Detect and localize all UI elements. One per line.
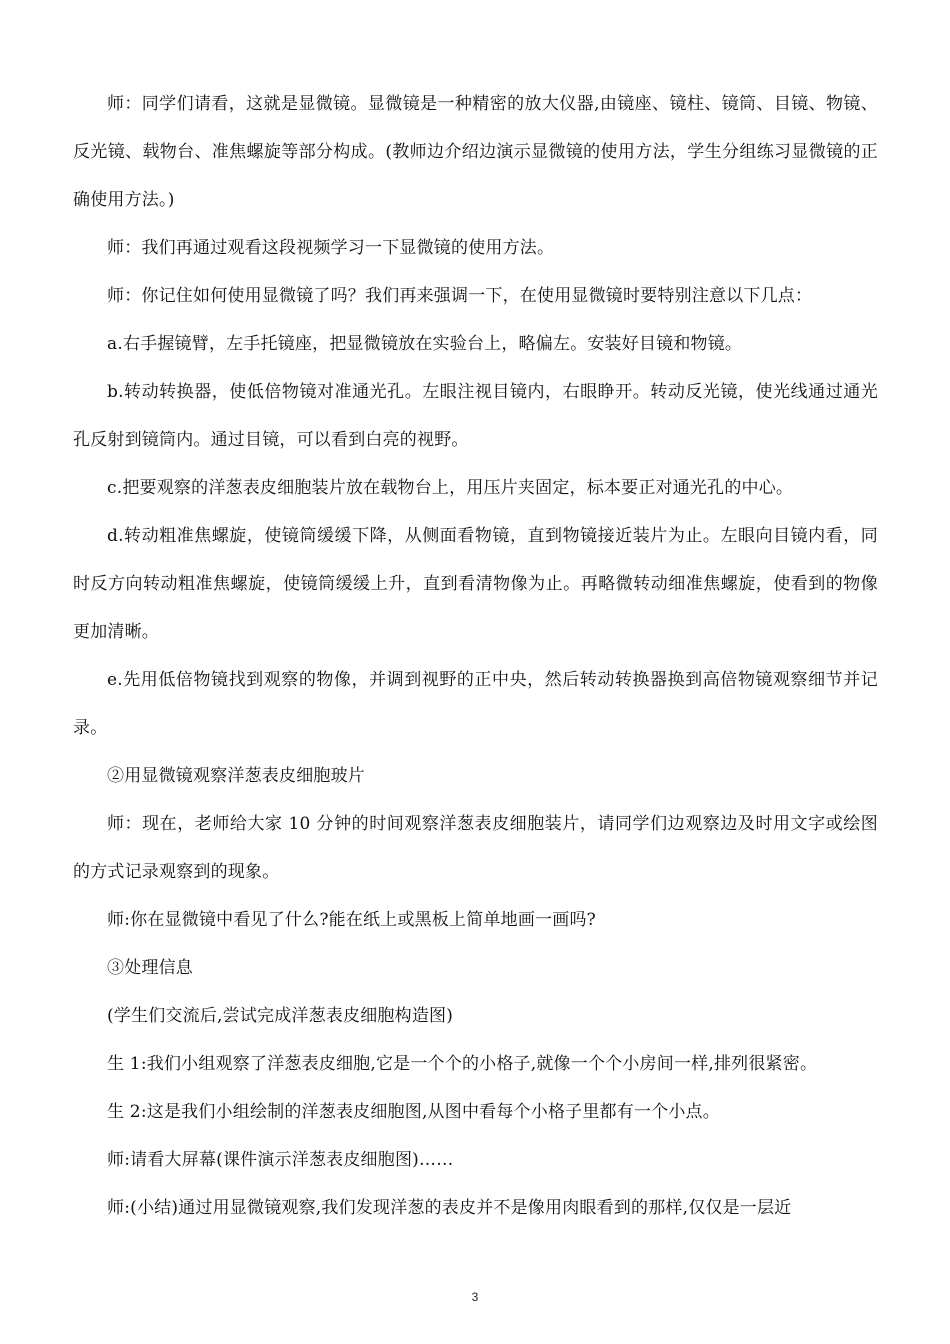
paragraph-microscope-intro: 师：同学们请看，这就是显微镜。显微镜是一种精密的放大仪器,由镜座、镜柱、镜筒、目镜、物镜、反光镜、载物台、准焦螺旋等部分构成。(教师边介绍边演示显微镜的使用方法，学生分组练习显微镜的正确使用方法。) <box>73 94 878 210</box>
paragraph-video: 师：我们再通过观看这段视频学习一下显微镜的使用方法。 <box>107 238 555 258</box>
paragraph-step-e: e.先用低倍物镜找到观察的物像，并调到视野的正中央，然后转动转换器换到高倍物镜观察细节并记录。 <box>73 670 878 738</box>
paragraph-student-exchange: (学生们交流后,尝试完成洋葱表皮细胞构造图) <box>107 1006 454 1026</box>
paragraph-observe-task: 师：现在，老师给大家 10 分钟的时间观察洋葱表皮细胞装片，请同学们边观察边及时用文字或绘图的方式记录观察到的现象。 <box>73 814 878 882</box>
paragraph-step-c: c.把要观察的洋葱表皮细胞装片放在载物台上，用压片夹固定，标本要正对通光孔的中心。 <box>107 478 794 498</box>
section-heading-observe: ②用显微镜观察洋葱表皮细胞玻片 <box>107 766 365 786</box>
section-heading-process: ③处理信息 <box>107 958 193 978</box>
paragraph-key-points: 师：你记住如何使用显微镜了吗？我们再来强调一下，在使用显微镜时要特别注意以下几点： <box>107 286 813 306</box>
paragraph-summary: 师:(小结)通过用显微镜观察,我们发现洋葱的表皮并不是像用肉眼看到的那样,仅仅是一层近 <box>107 1198 792 1218</box>
paragraph-screen: 师:请看大屏幕(课件演示洋葱表皮细胞图)…… <box>107 1150 454 1170</box>
paragraph-step-b: b.转动转换器，使低倍物镜对准通光孔。左眼注视目镜内，右眼睁开。转动反光镜，使光线通过通光孔反射到镜筒内。通过目镜，可以看到白亮的视野。 <box>73 382 878 450</box>
page-number: 3 <box>471 1290 479 1304</box>
paragraph-step-d: d.转动粗准焦螺旋，使镜筒缓缓下降，从侧面看物镜，直到物镜接近装片为止。左眼向目镜内看，同时反方向转动粗准焦螺旋，使镜筒缓缓上升，直到看清物像为止。再略微转动细准焦螺旋，使看到的物像更加清晰。 <box>73 526 878 642</box>
paragraph-question: 师:你在显微镜中看见了什么?能在纸上或黑板上简单地画一画吗? <box>107 910 596 930</box>
document-body <box>73 80 878 1232</box>
paragraph-step-a: a.右手握镜臂，左手托镜座，把显微镜放在实验台上，略偏左。安装好目镜和物镜。 <box>107 334 743 354</box>
paragraph-student-2: 生 2:这是我们小组绘制的洋葱表皮细胞图,从图中看每个小格子里都有一个小点。 <box>107 1102 720 1122</box>
paragraph-student-1: 生 1:我们小组观察了洋葱表皮细胞,它是一个个的小格子,就像一个个小房间一样,排列很紧密。 <box>107 1054 818 1074</box>
